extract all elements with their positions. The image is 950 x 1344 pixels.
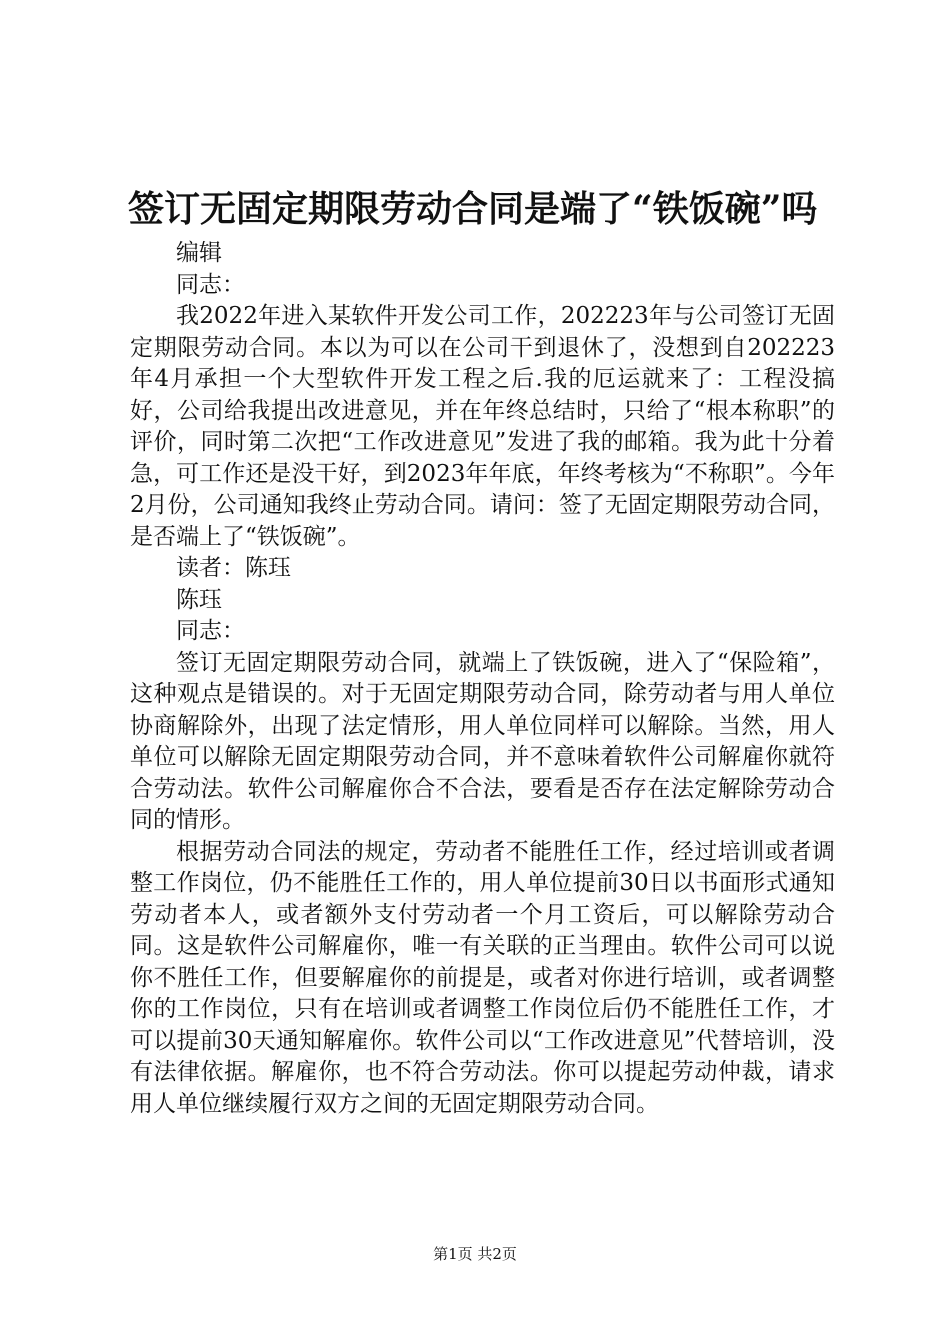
reply-recipient: 陈珏 xyxy=(176,586,222,613)
reader-signature: 读者：陈珏 xyxy=(176,555,291,581)
document-body xyxy=(130,238,835,1120)
page-footer: 第1页 共2页 xyxy=(433,1245,517,1263)
question-paragraph: 我2022年进入某软件开发公司工作，202223年与公司签订无固定期限劳动合同。本以为可以在公司干到退休了，没想到自202223年4月承担一个大型软件开发工程之后.我的厄运就来了：工程没搞好，公司给我提出改进意见，并在年终总结时，只给了“根本称职”的评价，同时第二次把“工作改进意见”发进了我的邮箱。我为此十分着急，可工作还是没干好，到2023年年底，年终考核为“不称职”。今年2月份，公司通知我终止劳动合同。请问：签了无固定期限劳动合同，是否端上了“铁饭碗”。 xyxy=(130,303,835,550)
greeting: 同志： xyxy=(176,271,245,298)
answer-paragraph-2: 根据劳动合同法的规定，劳动者不能胜任工作，经过培训或者调整工作岗位，仍不能胜任工作的，用人单位提前30日以书面形式通知劳动者本人，或者额外支付劳动者一个月工资后，可以解除劳动合同。这是软件公司解雇你，唯一有关联的正当理由。软件公司可以说你不胜任工作，但要解雇你的前提是，或者对你进行培训，或者调整你的工作岗位，只有在培训或者调整工作岗位后仍不能胜任工作，才可以提前30天通知解雇你。软件公司以“工作改进意见”代替培训，没有法律依据。解雇你，也不符合劳动法。你可以提起劳动仲裁，请求用人单位继续履行双方之间的无固定期限劳动合同。 xyxy=(130,838,835,1117)
byline: 编辑 xyxy=(176,240,222,266)
answer-paragraph-1: 签订无固定期限劳动合同，就端上了铁饭碗，进入了“保险箱”，这种观点是错误的。对于无固定期限劳动合同，除劳动者与用人单位协商解除外，出现了法定情形，用人单位同样可以解除。当然，用人单位可以解除无固定期限劳动合同，并不意味着软件公司解雇你就符合劳动法。软件公司解雇你合不合法，要看是否存在法定解除劳动合同的情形。 xyxy=(130,649,835,833)
document-title: 签订无固定期限劳动合同是端了“铁饭碗”吗 xyxy=(128,188,818,230)
reply-greeting: 同志： xyxy=(176,618,245,644)
